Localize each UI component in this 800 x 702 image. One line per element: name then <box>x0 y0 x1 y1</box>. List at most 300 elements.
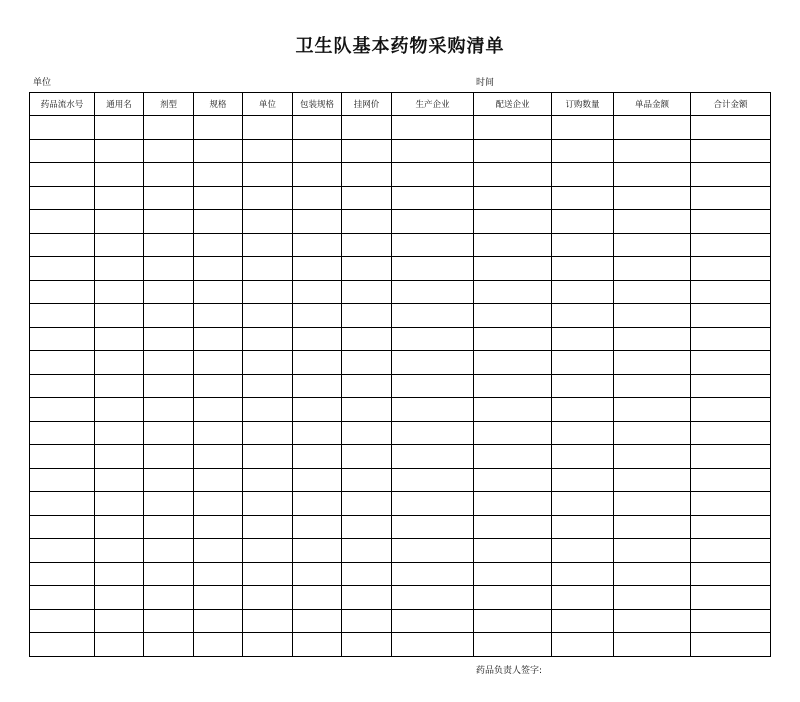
table-cell[interactable] <box>144 468 194 492</box>
table-cell[interactable] <box>95 492 144 516</box>
table-cell[interactable] <box>691 186 771 210</box>
table-row <box>30 163 771 187</box>
table-cell[interactable] <box>243 186 293 210</box>
table-cell[interactable] <box>95 210 144 234</box>
table-cell[interactable] <box>614 116 691 140</box>
table-cell[interactable] <box>243 609 293 633</box>
table-cell[interactable] <box>474 280 552 304</box>
table-cell[interactable] <box>144 351 194 375</box>
table-cell[interactable] <box>614 421 691 445</box>
table-cell[interactable] <box>342 374 392 398</box>
table-cell[interactable] <box>30 515 95 539</box>
table-cell[interactable] <box>194 398 243 422</box>
table-cell[interactable] <box>293 633 342 657</box>
table-cell[interactable] <box>342 468 392 492</box>
table-cell[interactable] <box>392 280 474 304</box>
table-cell[interactable] <box>194 633 243 657</box>
table-cell[interactable] <box>95 139 144 163</box>
table-cell[interactable] <box>392 562 474 586</box>
table-cell[interactable] <box>392 351 474 375</box>
table-cell[interactable] <box>144 210 194 234</box>
table-cell[interactable] <box>194 280 243 304</box>
table-cell[interactable] <box>552 515 614 539</box>
table-cell[interactable] <box>392 609 474 633</box>
table-cell[interactable] <box>474 116 552 140</box>
table-cell[interactable] <box>474 515 552 539</box>
table-cell[interactable] <box>30 351 95 375</box>
table-cell[interactable] <box>392 468 474 492</box>
table-cell[interactable] <box>95 233 144 257</box>
table-cell[interactable] <box>30 398 95 422</box>
column-header: 配送企业 <box>474 93 552 116</box>
table-cell[interactable] <box>243 257 293 281</box>
table-cell[interactable] <box>392 586 474 610</box>
table-cell[interactable] <box>342 515 392 539</box>
table-cell[interactable] <box>144 492 194 516</box>
table-cell[interactable] <box>243 421 293 445</box>
table-cell[interactable] <box>144 139 194 163</box>
table-cell[interactable] <box>342 398 392 422</box>
table-cell[interactable] <box>691 280 771 304</box>
table-cell[interactable] <box>194 586 243 610</box>
table-cell[interactable] <box>194 468 243 492</box>
document-title: 卫生队基本药物采购清单 <box>295 36 505 57</box>
table-row <box>30 539 771 563</box>
table-cell[interactable] <box>342 562 392 586</box>
table-cell[interactable] <box>293 163 342 187</box>
table-cell[interactable] <box>552 233 614 257</box>
table-cell[interactable] <box>474 421 552 445</box>
table-cell[interactable] <box>194 374 243 398</box>
column-header: 订购数量 <box>552 93 614 116</box>
table-cell[interactable] <box>474 327 552 351</box>
table-cell[interactable] <box>342 609 392 633</box>
table-row <box>30 445 771 469</box>
table-cell[interactable] <box>552 562 614 586</box>
table-cell[interactable] <box>552 609 614 633</box>
table-cell[interactable] <box>474 492 552 516</box>
table-cell[interactable] <box>194 539 243 563</box>
table-row <box>30 398 771 422</box>
table-cell[interactable] <box>614 139 691 163</box>
table-row <box>30 515 771 539</box>
table-cell[interactable] <box>614 398 691 422</box>
table-cell[interactable] <box>30 539 95 563</box>
table-cell[interactable] <box>30 280 95 304</box>
table-cell[interactable] <box>392 539 474 563</box>
table-row <box>30 327 771 351</box>
table-cell[interactable] <box>392 139 474 163</box>
table-cell[interactable] <box>30 633 95 657</box>
time-label: 时间 <box>476 78 495 88</box>
table-cell[interactable] <box>691 210 771 234</box>
table-cell[interactable] <box>691 633 771 657</box>
table-cell[interactable] <box>243 280 293 304</box>
table-cell[interactable] <box>342 186 392 210</box>
table-cell[interactable] <box>243 562 293 586</box>
table-cell[interactable] <box>392 163 474 187</box>
table-cell[interactable] <box>691 398 771 422</box>
table-cell[interactable] <box>614 233 691 257</box>
table-row <box>30 186 771 210</box>
table-cell[interactable] <box>614 492 691 516</box>
table-cell[interactable] <box>95 327 144 351</box>
table-cell[interactable] <box>30 562 95 586</box>
table-row <box>30 468 771 492</box>
table-cell[interactable] <box>691 492 771 516</box>
table-cell[interactable] <box>691 445 771 469</box>
table-cell[interactable] <box>95 445 144 469</box>
table-cell[interactable] <box>474 186 552 210</box>
table-cell[interactable] <box>95 586 144 610</box>
table-cell[interactable] <box>614 280 691 304</box>
table-cell[interactable] <box>293 257 342 281</box>
table-cell[interactable] <box>194 515 243 539</box>
table-cell[interactable] <box>342 539 392 563</box>
table-cell[interactable] <box>342 445 392 469</box>
table-cell[interactable] <box>691 539 771 563</box>
table-cell[interactable] <box>474 351 552 375</box>
table-cell[interactable] <box>243 163 293 187</box>
table-cell[interactable] <box>342 586 392 610</box>
table-cell[interactable] <box>144 515 194 539</box>
table-cell[interactable] <box>144 304 194 328</box>
signature-label: 药品负责人签字: <box>476 666 543 676</box>
table-cell[interactable] <box>243 539 293 563</box>
table-cell[interactable] <box>30 257 95 281</box>
table-cell[interactable] <box>95 257 144 281</box>
table-cell[interactable] <box>194 116 243 140</box>
table-cell[interactable] <box>243 633 293 657</box>
table-cell[interactable] <box>691 233 771 257</box>
table-cell[interactable] <box>243 468 293 492</box>
table-cell[interactable] <box>293 492 342 516</box>
table-cell[interactable] <box>293 539 342 563</box>
table-cell[interactable] <box>392 304 474 328</box>
table-cell[interactable] <box>194 257 243 281</box>
table-cell[interactable] <box>144 609 194 633</box>
table-cell[interactable] <box>614 351 691 375</box>
table-cell[interactable] <box>342 633 392 657</box>
table-cell[interactable] <box>552 633 614 657</box>
table-cell[interactable] <box>194 445 243 469</box>
table-cell[interactable] <box>552 327 614 351</box>
table-cell[interactable] <box>474 539 552 563</box>
table-cell[interactable] <box>194 327 243 351</box>
table-cell[interactable] <box>342 280 392 304</box>
table-cell[interactable] <box>614 163 691 187</box>
table-cell[interactable] <box>30 468 95 492</box>
table-cell[interactable] <box>95 421 144 445</box>
table-cell[interactable] <box>392 633 474 657</box>
table-cell[interactable] <box>474 374 552 398</box>
table-cell[interactable] <box>243 586 293 610</box>
table-cell[interactable] <box>30 210 95 234</box>
table-cell[interactable] <box>552 304 614 328</box>
table-cell[interactable] <box>614 609 691 633</box>
table-cell[interactable] <box>293 562 342 586</box>
table-cell[interactable] <box>95 374 144 398</box>
table-cell[interactable] <box>392 515 474 539</box>
table-cell[interactable] <box>243 304 293 328</box>
table-cell[interactable] <box>552 421 614 445</box>
table-cell[interactable] <box>144 421 194 445</box>
table-row <box>30 139 771 163</box>
table-cell[interactable] <box>691 327 771 351</box>
table-cell[interactable] <box>95 116 144 140</box>
table-cell[interactable] <box>30 233 95 257</box>
table-cell[interactable] <box>243 327 293 351</box>
table-cell[interactable] <box>552 492 614 516</box>
table-cell[interactable] <box>293 116 342 140</box>
table-cell[interactable] <box>144 116 194 140</box>
table-cell[interactable] <box>30 421 95 445</box>
table-cell[interactable] <box>194 351 243 375</box>
table-cell[interactable] <box>342 233 392 257</box>
column-header: 单品金额 <box>614 93 691 116</box>
table-cell[interactable] <box>614 515 691 539</box>
table-cell[interactable] <box>691 421 771 445</box>
table-cell[interactable] <box>342 139 392 163</box>
table-cell[interactable] <box>144 398 194 422</box>
table-cell[interactable] <box>552 257 614 281</box>
table-cell[interactable] <box>392 398 474 422</box>
table-cell[interactable] <box>144 163 194 187</box>
table-cell[interactable] <box>552 186 614 210</box>
table-cell[interactable] <box>691 304 771 328</box>
table-cell[interactable] <box>243 233 293 257</box>
table-cell[interactable] <box>342 304 392 328</box>
table-cell[interactable] <box>293 233 342 257</box>
table-cell[interactable] <box>194 609 243 633</box>
table-cell[interactable] <box>342 163 392 187</box>
table-cell[interactable] <box>30 445 95 469</box>
table-cell[interactable] <box>474 586 552 610</box>
column-header: 挂网价 <box>342 93 392 116</box>
table-cell[interactable] <box>691 257 771 281</box>
table-cell[interactable] <box>144 374 194 398</box>
table-cell[interactable] <box>392 327 474 351</box>
table-cell[interactable] <box>95 609 144 633</box>
table-cell[interactable] <box>691 562 771 586</box>
table-cell[interactable] <box>552 116 614 140</box>
table-cell[interactable] <box>95 539 144 563</box>
table-cell[interactable] <box>293 374 342 398</box>
table-cell[interactable] <box>194 492 243 516</box>
table-cell[interactable] <box>392 492 474 516</box>
table-cell[interactable] <box>293 398 342 422</box>
table-cell[interactable] <box>474 139 552 163</box>
table-cell[interactable] <box>243 116 293 140</box>
table-cell[interactable] <box>691 139 771 163</box>
table-cell[interactable] <box>392 445 474 469</box>
table-cell[interactable] <box>614 539 691 563</box>
table-cell[interactable] <box>474 210 552 234</box>
table-cell[interactable] <box>691 515 771 539</box>
table-cell[interactable] <box>474 233 552 257</box>
table-cell[interactable] <box>614 304 691 328</box>
table-cell[interactable] <box>293 139 342 163</box>
table-cell[interactable] <box>144 539 194 563</box>
table-cell[interactable] <box>243 351 293 375</box>
table-cell[interactable] <box>144 233 194 257</box>
table-cell[interactable] <box>95 515 144 539</box>
table-cell[interactable] <box>614 374 691 398</box>
table-cell[interactable] <box>342 210 392 234</box>
table-cell[interactable] <box>30 374 95 398</box>
table-cell[interactable] <box>392 421 474 445</box>
table-cell[interactable] <box>392 210 474 234</box>
table-cell[interactable] <box>243 139 293 163</box>
table-cell[interactable] <box>474 609 552 633</box>
table-cell[interactable] <box>95 186 144 210</box>
table-cell[interactable] <box>293 421 342 445</box>
table-cell[interactable] <box>293 210 342 234</box>
table-cell[interactable] <box>30 327 95 351</box>
table-cell[interactable] <box>552 468 614 492</box>
table-cell[interactable] <box>95 398 144 422</box>
purchase-table <box>29 92 771 657</box>
table-cell[interactable] <box>293 445 342 469</box>
table-cell[interactable] <box>293 304 342 328</box>
table-cell[interactable] <box>691 374 771 398</box>
table-cell[interactable] <box>243 492 293 516</box>
table-cell[interactable] <box>144 633 194 657</box>
table-cell[interactable] <box>144 445 194 469</box>
table-cell[interactable] <box>614 445 691 469</box>
table-cell[interactable] <box>243 445 293 469</box>
table-cell[interactable] <box>30 304 95 328</box>
table-row <box>30 257 771 281</box>
table-cell[interactable] <box>552 210 614 234</box>
table-cell[interactable] <box>95 304 144 328</box>
table-row <box>30 374 771 398</box>
table-cell[interactable] <box>95 351 144 375</box>
table-cell[interactable] <box>293 186 342 210</box>
table-cell[interactable] <box>342 351 392 375</box>
table-cell[interactable] <box>30 139 95 163</box>
table-cell[interactable] <box>194 139 243 163</box>
table-cell[interactable] <box>474 445 552 469</box>
table-cell[interactable] <box>392 186 474 210</box>
column-header: 生产企业 <box>392 93 474 116</box>
table-cell[interactable] <box>293 515 342 539</box>
table-cell[interactable] <box>474 633 552 657</box>
table-cell[interactable] <box>243 515 293 539</box>
table-cell[interactable] <box>243 398 293 422</box>
table-cell[interactable] <box>95 633 144 657</box>
table-cell[interactable] <box>95 468 144 492</box>
table-cell[interactable] <box>474 257 552 281</box>
table-cell[interactable] <box>30 186 95 210</box>
table-cell[interactable] <box>293 327 342 351</box>
table-cell[interactable] <box>552 351 614 375</box>
table-cell[interactable] <box>614 468 691 492</box>
table-cell[interactable] <box>243 210 293 234</box>
table-cell[interactable] <box>30 492 95 516</box>
table-cell[interactable] <box>144 257 194 281</box>
table-cell[interactable] <box>293 609 342 633</box>
table-cell[interactable] <box>95 562 144 586</box>
table-cell[interactable] <box>194 163 243 187</box>
table-cell[interactable] <box>691 351 771 375</box>
table-cell[interactable] <box>552 374 614 398</box>
table-cell[interactable] <box>474 398 552 422</box>
unit-label: 单位 <box>33 78 52 88</box>
table-cell[interactable] <box>194 562 243 586</box>
table-cell[interactable] <box>144 280 194 304</box>
table-cell[interactable] <box>552 445 614 469</box>
table-cell[interactable] <box>194 186 243 210</box>
table-cell[interactable] <box>293 280 342 304</box>
table-cell[interactable] <box>474 468 552 492</box>
table-cell[interactable] <box>342 492 392 516</box>
table-cell[interactable] <box>392 233 474 257</box>
table-cell[interactable] <box>552 586 614 610</box>
table-cell[interactable] <box>194 233 243 257</box>
table-cell[interactable] <box>474 163 552 187</box>
table-cell[interactable] <box>614 327 691 351</box>
table-cell[interactable] <box>243 374 293 398</box>
table-cell[interactable] <box>342 257 392 281</box>
table-cell[interactable] <box>30 163 95 187</box>
table-cell[interactable] <box>144 586 194 610</box>
table-cell[interactable] <box>614 186 691 210</box>
table-cell[interactable] <box>392 374 474 398</box>
table-cell[interactable] <box>95 280 144 304</box>
table-cell[interactable] <box>392 257 474 281</box>
table-cell[interactable] <box>614 633 691 657</box>
table-cell[interactable] <box>30 116 95 140</box>
table-cell[interactable] <box>691 586 771 610</box>
table-cell[interactable] <box>552 139 614 163</box>
column-header: 剂型 <box>144 93 194 116</box>
table-cell[interactable] <box>552 163 614 187</box>
table-cell[interactable] <box>691 163 771 187</box>
table-cell[interactable] <box>342 327 392 351</box>
table-cell[interactable] <box>293 586 342 610</box>
table-cell[interactable] <box>392 116 474 140</box>
table-cell[interactable] <box>342 116 392 140</box>
table-cell[interactable] <box>30 609 95 633</box>
table-cell[interactable] <box>194 304 243 328</box>
table-cell[interactable] <box>614 562 691 586</box>
table-cell[interactable] <box>552 280 614 304</box>
table-cell[interactable] <box>691 468 771 492</box>
table-cell[interactable] <box>691 116 771 140</box>
column-header: 合计金额 <box>691 93 771 116</box>
table-cell[interactable] <box>342 421 392 445</box>
table-cell[interactable] <box>95 163 144 187</box>
table-cell[interactable] <box>194 210 243 234</box>
table-cell[interactable] <box>614 257 691 281</box>
table-cell[interactable] <box>144 562 194 586</box>
table-cell[interactable] <box>144 186 194 210</box>
table-cell[interactable] <box>293 468 342 492</box>
table-cell[interactable] <box>194 421 243 445</box>
table-cell[interactable] <box>552 539 614 563</box>
table-cell[interactable] <box>144 327 194 351</box>
table-cell[interactable] <box>614 210 691 234</box>
table-cell[interactable] <box>30 586 95 610</box>
table-cell[interactable] <box>474 304 552 328</box>
table-cell[interactable] <box>474 562 552 586</box>
table-cell[interactable] <box>552 398 614 422</box>
table-cell[interactable] <box>691 609 771 633</box>
table-row <box>30 633 771 657</box>
table-cell[interactable] <box>293 351 342 375</box>
table-cell[interactable] <box>614 586 691 610</box>
